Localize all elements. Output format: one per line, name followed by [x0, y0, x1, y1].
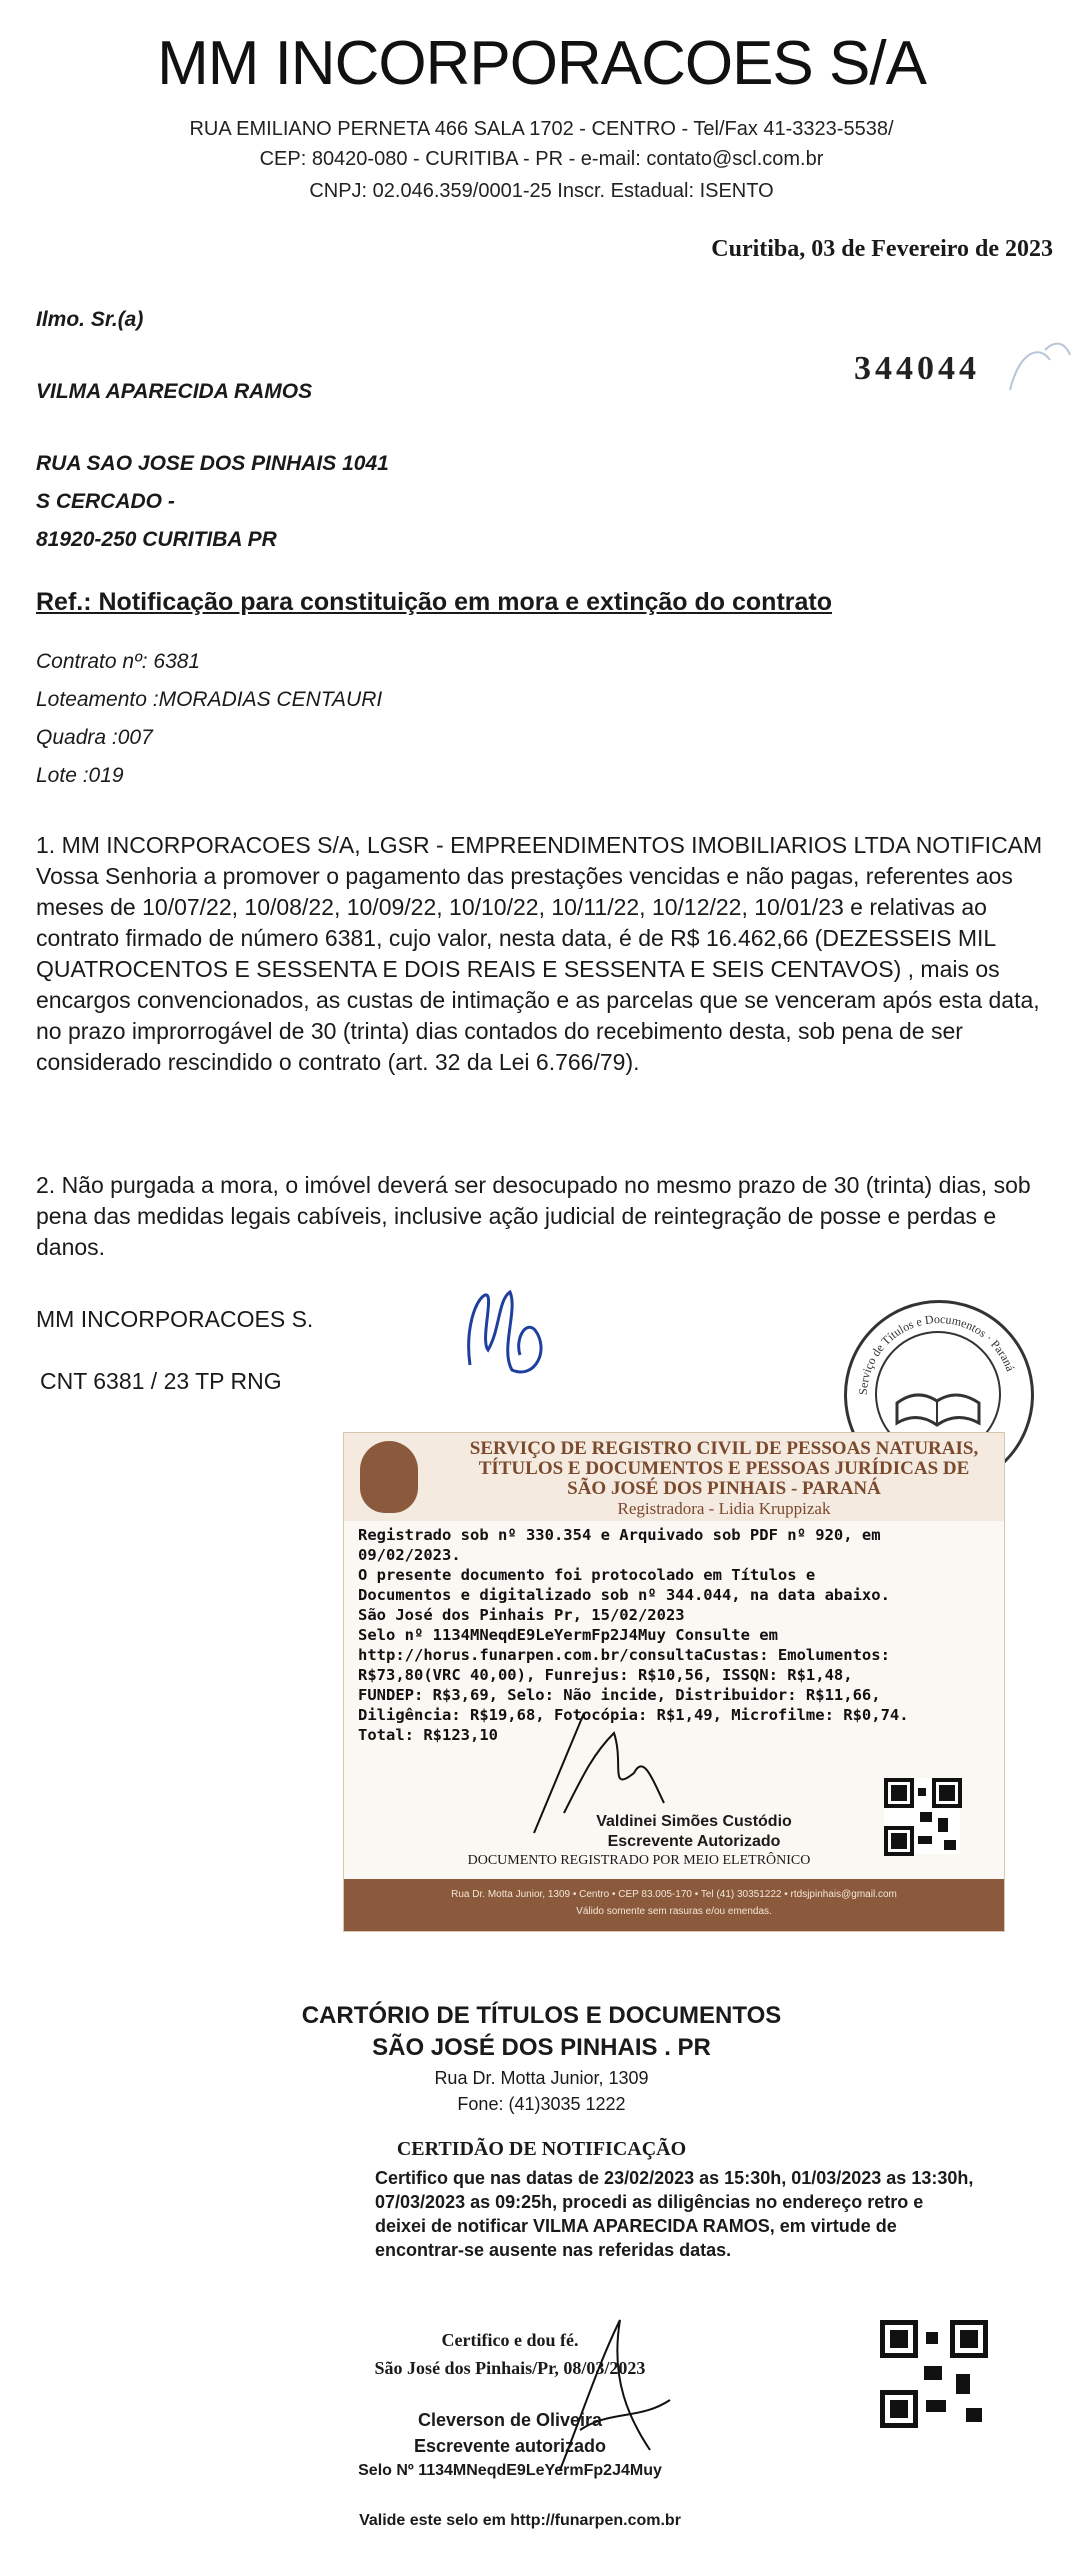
registry-line: Documentos e digitalizado sob nº 344.044, na data abaixo. [358, 1586, 890, 1604]
validate-selo-note: Valide este selo em http://funarpen.com.br [359, 2512, 681, 2529]
registry-stamp [343, 1432, 1005, 1932]
cartorio-street: Rua Dr. Motta Junior, 1309 [434, 2068, 649, 2088]
officer-role: Escrevente autorizado [413, 2436, 607, 2456]
contract-quadra: Quadra :007 [36, 726, 153, 749]
cartorio-qr-code [880, 2320, 988, 2428]
certificate-text: Certifico que nas datas de 23/02/2023 as 15:30h, 01/03/2023 as 13:30h, 07/03/2023 as 09:25h, procedi as diligências no endereço retro e deixei de notificar VILMA APARECIDA RAMOS, em virtude de encontrar-se ausente nas referidas datas. [375, 2168, 974, 2260]
selo-number: Selo Nº 1134MNeqdE9LeYermFp2J4Muy [358, 2462, 662, 2479]
registry-title-line-3: SÃO JOSÉ DOS PINHAIS - PARANÁ [567, 1478, 881, 1499]
recipient-city: 81920-250 CURITIBA PR [36, 528, 277, 551]
registry-line: Diligência: R$19,68, Fotocópia: R$1,49, Microfilme: R$0,74. [358, 1706, 909, 1724]
registry-line: O presente documento foi protocolado em Títulos e [358, 1566, 816, 1584]
company-name: MM INCORPORACOES S/A [157, 29, 926, 98]
registry-line: São José dos Pinhais Pr, 15/02/2023 [358, 1606, 685, 1624]
registry-footer [344, 1879, 1004, 1931]
registry-line: FUNDEP: R$3,69, Selo: Não incide, Distribuidor: R$11,66, [358, 1686, 881, 1704]
registry-line: Selo nº 1134MNeqdE9LeYermFp2J4Muy Consulte em [358, 1626, 778, 1644]
cartorio-title-2: SÃO JOSÉ DOS PINHAIS . PR [372, 2034, 711, 2061]
blue-signature [440, 1270, 570, 1390]
contract-lote: Lote :019 [36, 764, 124, 787]
certify-statement: Certifico e dou fé. [441, 2330, 579, 2350]
registry-footer-address: Rua Dr. Motta Junior, 1309 • Centro • CEP 83.005-170 • Tel (41) 30351222 • rtdsjpinhais@gmail.com [451, 1889, 897, 1900]
registry-line: http://horus.funarpen.com.br/consultaCustas: Emolumentos: [358, 1646, 890, 1664]
seal-text: Serviço de Títulos e Documentos · Paraná [855, 1311, 1018, 1396]
handwritten-mark [1000, 330, 1080, 410]
registry-title-line-2: TÍTULOS E DOCUMENTOS E PESSOAS JURÍDICAS DE [478, 1458, 970, 1479]
notification-paragraph-1: 1. MM INCORPORACOES S/A, LGSR - EMPREENDIMENTOS IMOBILIARIOS LTDA NOTIFICAM Vossa Senhoria a promover o pagamento das prestações vencidas e não pagas, referentes aos meses de 10/07/22, 10/08/22, 10/09/22, 10/10/22, 10/11/22, 10/12/22, 10/01/23 e relativas ao contrato firmado de número 6381, cujo valor, nesta data, é de R$ 16.462,66 (DEZESSEIS MIL QUATROCENTOS E SESSENTA E DOIS REAIS E SESSENTA E SEIS CENTAVOS) , mais os encargos convencionados, as custas de intimação e as parcelas que se venceram após esta data, no prazo improrrogável de 30 (trinta) dias contados do recebimento desta, sob pena de ser considerado rescindido o contrato (art. 32 da Lei 6.766/79). [36, 832, 1043, 1075]
registrar-name: Registradora - Lidia Kruppizak [617, 1499, 831, 1518]
clerk-name: Valdinei Simões Custódio [596, 1813, 792, 1830]
recipient-street: RUA SAO JOSE DOS PINHAIS 1041 [36, 452, 389, 475]
cartorio-phone: Fone: (41)3035 1222 [457, 2094, 626, 2114]
salutation: Ilmo. Sr.(a) [36, 308, 144, 331]
notification-paragraph-2: 2. Não purgada a mora, o imóvel deverá ser desocupado no mesmo prazo de 30 (trinta) dias, sob pena das medidas legais cabíveis, inclusive ação judicial de reintegração de posse e perdas e danos. [36, 1172, 1031, 1260]
cnt-reference: CNT 6381 / 23 TP RNG [40, 1368, 282, 1394]
company-registration-line: CNPJ: 02.046.359/0001-25 Inscr. Estadual: ISENTO [309, 180, 774, 202]
registry-line: 09/02/2023. [358, 1546, 461, 1564]
reference-line: Ref.: Notificação para constituição em mora e extinção do contrato [36, 588, 833, 616]
registry-qr-code [884, 1778, 960, 1854]
recipient-name: VILMA APARECIDA RAMOS [36, 380, 313, 403]
clerk-role: Escrevente Autorizado [607, 1833, 781, 1850]
electronic-registration-note: DOCUMENTO REGISTRADO POR MEIO ELETRÔNICO [467, 1853, 811, 1868]
registry-line: Total: R$123,10 [358, 1726, 498, 1744]
letter-date: Curitiba, 03 de Fevereiro de 2023 [711, 236, 1053, 262]
cartorio-title-1: CARTÓRIO DE TÍTULOS E DOCUMENTOS [301, 2002, 782, 2029]
contract-loteamento: Loteamento :MORADIAS CENTAURI [36, 688, 383, 711]
svg-text:Serviço de Títulos e Documento [856, 1312, 1018, 1395]
brazil-coat-of-arms-icon [360, 1441, 418, 1513]
company-address-line-2: CEP: 80420-080 - CURITIBA - PR - e-mail: contato@scl.com.br [259, 148, 824, 170]
certificate-title: CERTIDÃO DE NOTIFICAÇÃO [396, 2138, 687, 2160]
signatory-company: MM INCORPORACOES S. [36, 1306, 314, 1332]
company-address-line-1: RUA EMILIANO PERNETA 466 SALA 1702 - CENTRO - Tel/Fax 41-3323-5538/ [189, 118, 894, 140]
registry-stamp-header [344, 1433, 1004, 1521]
contract-number: Contrato nº: 6381 [36, 650, 201, 673]
recipient-district: S CERCADO - [36, 490, 175, 513]
protocol-stamp-number: 344044 [854, 350, 980, 387]
certificate-place-date: São José dos Pinhais/Pr, 08/03/2023 [374, 2358, 646, 2378]
officer-name: Cleverson de Oliveira [417, 2410, 603, 2430]
registry-footer-validity: Válido somente sem rasuras e/ou emendas. [576, 1906, 772, 1917]
registry-title-line-1: SERVIÇO DE REGISTRO CIVIL DE PESSOAS NATURAIS, [469, 1438, 979, 1459]
registry-line: Registrado sob nº 330.354 e Arquivado sob PDF nº 920, em [358, 1526, 881, 1544]
registry-line: R$73,80(VRC 40,00), Funrejus: R$10,56, ISSQN: R$1,48, [358, 1666, 853, 1684]
